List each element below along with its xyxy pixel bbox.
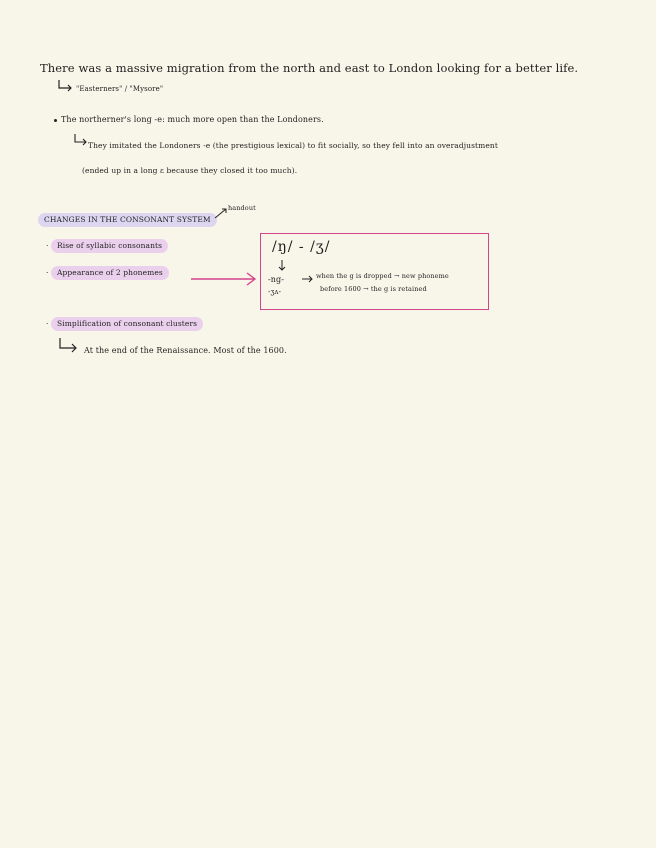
bullet-consonant-clusters — [46, 320, 203, 328]
section-title — [38, 216, 217, 224]
handout-tag: handout — [228, 204, 256, 212]
bullet-consonant-clusters-text: Simplification of consonant clusters — [51, 317, 203, 331]
arrow-to-box-icon — [190, 272, 258, 288]
intro-line-2: "Easterners" / "Mysore" — [76, 85, 164, 93]
bullet-two-phonemes — [46, 269, 169, 277]
vowel-note-line-3: (ended up in a long ɛ because they closed it too much). — [82, 166, 298, 175]
vowel-note-line-1-text: The northerner's long -e: much more open than the Londoners. — [61, 115, 324, 124]
vowel-note-line-1 — [54, 116, 324, 124]
box-phonemes: /ŋ/ - /ʒ/ — [272, 239, 331, 255]
dot-icon: · — [46, 268, 49, 277]
bullet-icon — [54, 119, 57, 122]
vowel-note-line-2: They imitated the Londoners -e (the prestigious lexical) to fit socially, so they fell into an overadjustment — [88, 141, 498, 150]
box-note-1: when the g is dropped → new phoneme — [316, 272, 449, 280]
bullet-syllabic-consonants-text: Rise of syllabic consonants — [51, 239, 168, 253]
hook-arrow-icon — [73, 134, 89, 146]
intro-line-1: There was a massive migration from the north and east to London looking for a better life. — [40, 61, 579, 75]
section-title-text: CHANGES IN THE CONSONANT SYSTEM — [38, 213, 217, 227]
down-arrow-icon — [278, 260, 286, 272]
dot-icon: · — [46, 319, 49, 328]
box-note-2: before 1600 → the g is retained — [320, 285, 427, 293]
bullet-consonant-clusters-sub: At the end of the Renaissance. Most of the 1600. — [84, 346, 287, 355]
dot-icon: · — [46, 241, 49, 250]
hook-arrow-icon — [57, 80, 75, 92]
box-form-1: -ng- — [268, 275, 285, 284]
box-form-2: -ʒʌ- — [268, 288, 282, 296]
bullet-syllabic-consonants — [46, 242, 168, 250]
hook-arrow-icon — [58, 338, 80, 352]
bullet-two-phonemes-text: Appearance of 2 phonemes — [51, 266, 169, 280]
right-arrow-icon — [302, 275, 314, 283]
